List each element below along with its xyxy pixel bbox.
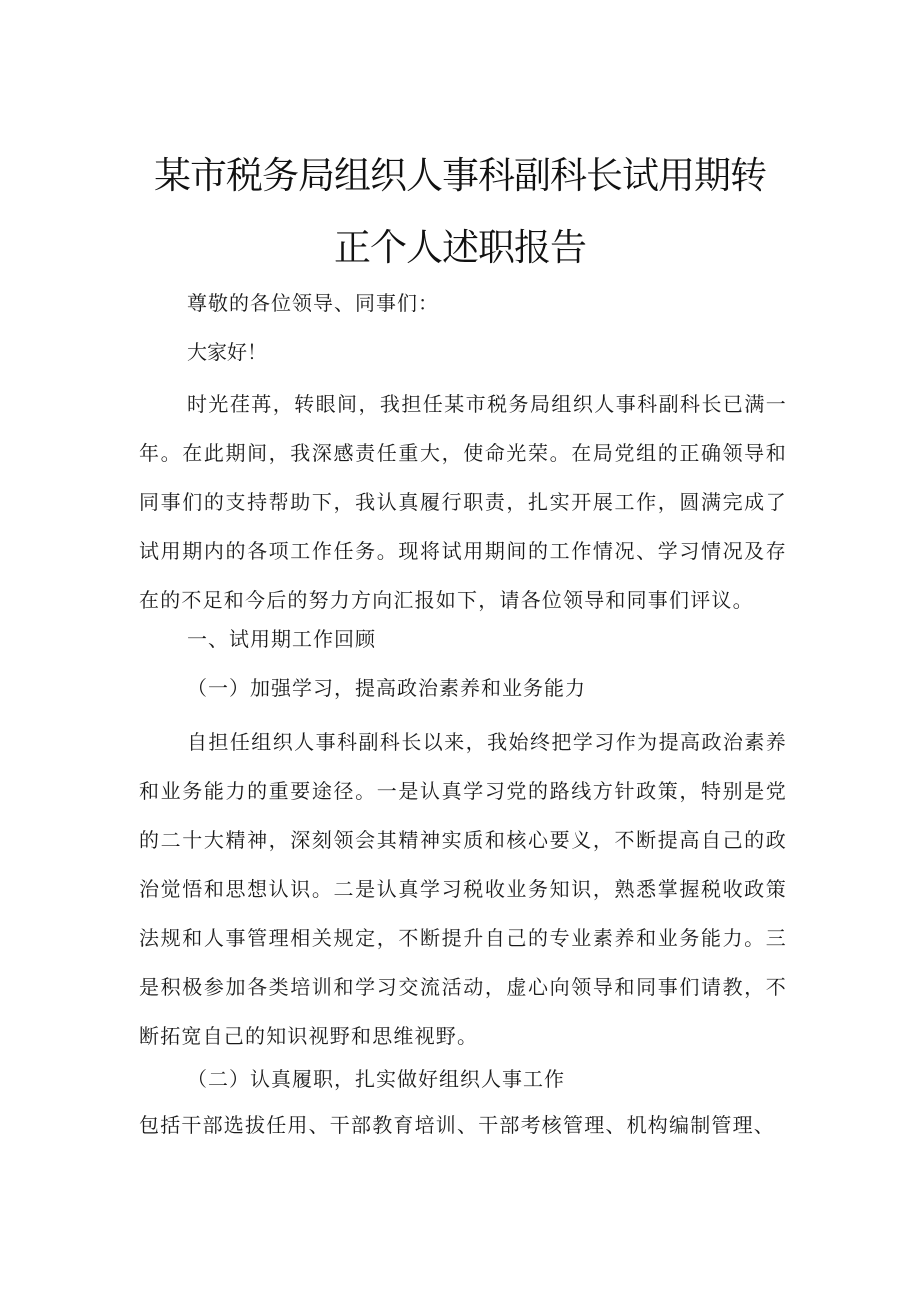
document-title-line-1: 某市税务局组织人事科副科长试用期转 xyxy=(154,154,766,197)
subsection-heading-1: （一）加强学习，提高政治素养和业务能力 xyxy=(187,676,586,700)
intro-paragraph: 时光荏苒，转眼间，我担任某市税务局组织人事科副科长已满一年。在此期间，我深感责任重大，使命光荣。在局党组的正确领导和同事们的支持帮助下，我认真履行职责，扎实开展工作，圆满完成了试用期内的各项工作任务。现将试用期间的工作情况、学习情况及存在的不足和今后的努力方向汇报如下，请各位领导和同事们评议。 xyxy=(139,392,787,612)
subsection-2-first-line: 包括干部选拔任用、干部教育培训、干部考核管理、机构编制管理、 xyxy=(139,1113,775,1137)
greeting: 大家好！ xyxy=(187,340,267,364)
subsection-1-paragraph: 自担任组织人事科副科长以来，我始终把学习作为提高政治素养和业务能力的重要途径。一是认真学习党的路线方针政策，特别是党的二十大精神，深刻领会其精神实质和核心要义，不断提高自己的政治觉悟和思想认识。二是认真学习税收业务知识，熟悉掌握税收政策法规和人事管理相关规定，不断提升自己的专业素养和业务能力。三是积极参加各类培训和学习交流活动，虚心向领导和同事们请教，不断拓宽自己的知识视野和思维视野。 xyxy=(139,730,787,1048)
section-heading-1: 一、试用期工作回顾 xyxy=(187,627,376,651)
salutation: 尊敬的各位领导、同事们： xyxy=(187,291,439,315)
document-title-line-2: 正个人述职报告 xyxy=(334,226,586,269)
subsection-heading-2: （二）认真履职，扎实做好组织人事工作 xyxy=(187,1067,565,1091)
